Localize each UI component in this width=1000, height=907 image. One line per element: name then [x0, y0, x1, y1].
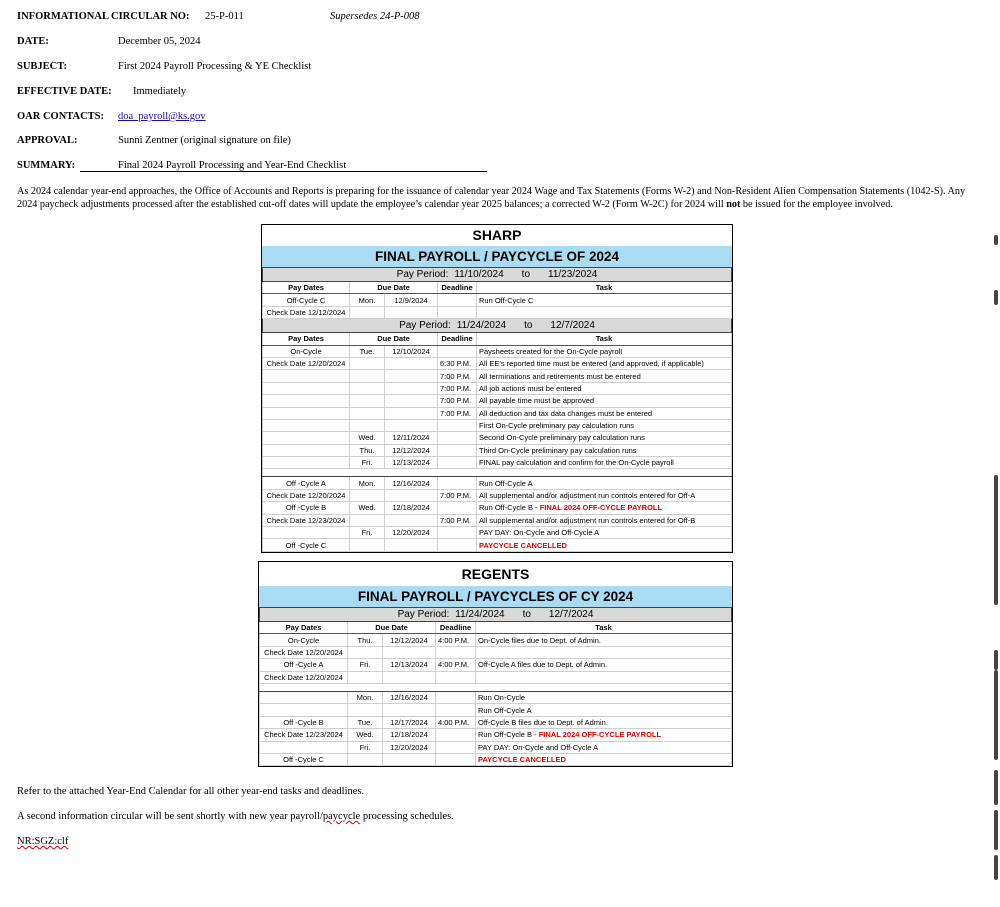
- table-cell: Fri.: [348, 741, 383, 753]
- table-cell: On-Cycle: [263, 345, 350, 357]
- table-row: [260, 646, 732, 658]
- table-cell: [348, 753, 383, 765]
- pay-period-label: Pay Period:: [396, 269, 449, 280]
- sharp-schedule-table: [261, 224, 733, 553]
- table-cell: On-Cycle files due to Dept. of Admin.: [476, 634, 732, 646]
- pay-period-row: [263, 319, 732, 333]
- footer-line-2a: A second information circular will be sent shortly with new year payroll/: [17, 811, 323, 822]
- table-cell: [438, 502, 477, 514]
- table-row: [260, 691, 732, 703]
- table-cell: [383, 753, 436, 765]
- contacts-label: OAR CONTACTS:: [17, 111, 105, 122]
- table-cell: Thu.: [348, 634, 383, 646]
- table-row: [263, 345, 732, 357]
- column-header-row: [263, 282, 732, 294]
- effective-label: EFFECTIVE DATE:: [17, 86, 112, 97]
- table-cell: Off-Cycle C: [263, 294, 350, 306]
- table-cell: [348, 704, 383, 716]
- table-cell: First On-Cycle preliminary pay calculation runs: [477, 419, 732, 431]
- table-cell: Wed.: [350, 432, 385, 444]
- table-cell: [438, 457, 477, 469]
- table-cell: [438, 527, 477, 539]
- vertical-scrollbar[interactable]: [992, 230, 1000, 907]
- cancelled-pay-date: Off -Cycle C: [260, 753, 348, 765]
- table-cell: 4:00 P.M.: [436, 659, 476, 671]
- table-cell: 7:00 P.M.: [438, 382, 477, 394]
- table-row: [263, 294, 732, 306]
- table-cell: 7:00 P.M.: [438, 395, 477, 407]
- table-cell: [263, 444, 350, 456]
- spacer-row: [263, 469, 732, 477]
- table-cell: Fri.: [350, 457, 385, 469]
- table-cell: Off -Cycle B: [263, 502, 350, 514]
- table-cell: [385, 357, 438, 369]
- table-cell: [260, 691, 348, 703]
- table-row: [263, 382, 732, 394]
- table-row: [263, 477, 732, 489]
- table-cell: All terminations and retirements must be entered: [477, 370, 732, 382]
- table-cell: All EE's reported time must be entered (and approved, if applicable): [477, 357, 732, 369]
- table-cell: 7:00 P.M.: [438, 370, 477, 382]
- date-label: DATE:: [17, 36, 49, 47]
- table-cell: [383, 704, 436, 716]
- column-header: Pay Dates: [263, 333, 350, 345]
- table-cell: [350, 407, 385, 419]
- footer-line-2: [17, 811, 454, 822]
- cancelled-pay-date: Off -Cycle C: [263, 539, 350, 551]
- table-cell: [385, 382, 438, 394]
- table-cell: [350, 419, 385, 431]
- table-cell: Tue.: [350, 345, 385, 357]
- table-cell: 7:00 P.M.: [438, 407, 477, 419]
- table-cell: Wed.: [348, 729, 383, 741]
- table-cell: [350, 382, 385, 394]
- table-cell: [263, 527, 350, 539]
- pay-period-end: 12/7/2024: [548, 609, 594, 620]
- column-header: Task: [476, 622, 732, 634]
- effective-value: Immediately: [133, 86, 187, 97]
- table-row: [263, 432, 732, 444]
- table-cell: [383, 646, 436, 658]
- table-cell: [385, 395, 438, 407]
- column-header: Due Date: [350, 282, 438, 294]
- table-cell: [350, 357, 385, 369]
- table-cell: [438, 477, 477, 489]
- table-cell: [263, 382, 350, 394]
- cancelled-row: [263, 539, 732, 551]
- pay-period-cell: [260, 608, 732, 622]
- pay-period-start: 11/24/2024: [456, 320, 507, 332]
- table-cell: [263, 419, 350, 431]
- table-cell: Run On-Cycle: [476, 691, 732, 703]
- table-cell: [263, 395, 350, 407]
- table-row: [263, 306, 732, 318]
- cancelled-status: PAYCYCLE CANCELLED: [477, 539, 732, 551]
- table-row: [263, 489, 732, 501]
- table-row: [263, 502, 732, 514]
- table-cell: Off-Cycle A files due to Dept. of Admin.: [476, 659, 732, 671]
- table-cell: Fri.: [350, 527, 385, 539]
- table-cell: 12/18/2024: [385, 502, 438, 514]
- final-offcycle-note: FINAL 2024 OFF-CYCLE PAYROLL: [539, 503, 663, 513]
- table-cell: [260, 741, 348, 753]
- pay-period-end: 11/23/2024: [548, 269, 598, 280]
- table-cell: [436, 704, 476, 716]
- table-cell: Fri.: [348, 659, 383, 671]
- column-header: Task: [477, 282, 732, 294]
- table-row: [263, 514, 732, 526]
- table-cell: 12/18/2024: [383, 729, 436, 741]
- table-cell: 6:30 P.M.: [438, 357, 477, 369]
- table-cell: 4:00 P.M.: [436, 716, 476, 728]
- table-cell: 12/11/2024: [385, 432, 438, 444]
- table-row: [260, 671, 732, 683]
- table-cell: [385, 306, 438, 318]
- table-cell: [350, 514, 385, 526]
- table-row: [263, 370, 732, 382]
- table-cell: 12/10/2024: [385, 345, 438, 357]
- table-cell: Second On-Cycle preliminary pay calculation runs: [477, 432, 732, 444]
- table-cell: 12/12/2024: [385, 444, 438, 456]
- table-cell: Off-Cycle B files due to Dept. of Admin.: [476, 716, 732, 728]
- table-row: [263, 457, 732, 469]
- spacer-cell: [263, 469, 732, 477]
- footer-line-2b: paycycle: [322, 811, 361, 822]
- regents-title: REGENTS: [461, 566, 530, 582]
- table-row: [260, 634, 732, 646]
- column-header: Due Date: [348, 622, 436, 634]
- final-offcycle-note: FINAL 2024 OFF-CYCLE PAYROLL: [538, 730, 662, 740]
- table-row: [260, 716, 732, 728]
- table-cell: [260, 704, 348, 716]
- table-cell: Run Off-Cycle B - FINAL 2024 OFF-CYCLE PAYROLL: [476, 729, 732, 741]
- subject-label: SUBJECT:: [17, 61, 67, 72]
- column-header: Pay Dates: [263, 282, 350, 294]
- table-row: [263, 527, 732, 539]
- table-cell: [350, 370, 385, 382]
- table-cell: [438, 432, 477, 444]
- regents-subtitle: FINAL PAYROLL / PAYCYCLES OF CY 2024: [259, 586, 732, 607]
- table-row: [260, 741, 732, 753]
- table-cell: 4:00 P.M.: [436, 634, 476, 646]
- sharp-title: SHARP: [472, 227, 522, 243]
- table-row: [260, 729, 732, 741]
- table-cell: Mon.: [348, 691, 383, 703]
- sharp-subtitle: FINAL PAYROLL / PAYCYCLE OF 2024: [262, 246, 732, 267]
- table-cell: [438, 294, 477, 306]
- table-cell: Check Date 12/20/2024: [263, 357, 350, 369]
- pay-period-row: [260, 608, 732, 622]
- table-cell: Check Date 12/23/2024: [263, 514, 350, 526]
- table-cell: All job actions must be entered: [477, 382, 732, 394]
- table-row: [263, 444, 732, 456]
- table-cell: Tue.: [348, 716, 383, 728]
- table-cell: FINAL pay calculation and confirm for the On-Cycle payroll: [477, 457, 732, 469]
- table-cell: Mon.: [350, 294, 385, 306]
- table-cell: [385, 514, 438, 526]
- table-row: [263, 407, 732, 419]
- table-cell: [438, 345, 477, 357]
- footer-line-2c: processing schedules.: [360, 811, 454, 822]
- table-cell: 7:00 P.M.: [438, 514, 477, 526]
- table-cell: All supplemental and/or adjustment run controls entered for Off-B: [477, 514, 732, 526]
- footer-initials: NR:SGZ:clf: [17, 836, 69, 847]
- table-cell: Run Off-Cycle B - FINAL 2024 OFF-CYCLE PAYROLL: [477, 502, 732, 514]
- table-cell: [476, 671, 732, 683]
- table-cell: [436, 691, 476, 703]
- table-cell: [436, 741, 476, 753]
- table-cell: [350, 489, 385, 501]
- cancelled-status: PAYCYCLE CANCELLED: [476, 753, 732, 765]
- table-row: [260, 659, 732, 671]
- table-row: [263, 395, 732, 407]
- intro-bold: not: [726, 199, 741, 210]
- contacts-email-link[interactable]: doa_payroll@ks.gov: [118, 111, 206, 122]
- table-cell: [436, 646, 476, 658]
- pay-period-end: 12/7/2024: [550, 320, 595, 332]
- table-cell: 7:00 P.M.: [438, 489, 477, 501]
- table-cell: Run Off-Cycle C: [477, 294, 732, 306]
- table-cell: [385, 539, 438, 551]
- pay-period-start: 11/24/2024: [455, 609, 505, 620]
- table-cell: 12/17/2024: [383, 716, 436, 728]
- table-cell: 12/20/2024: [383, 741, 436, 753]
- table-cell: All payable time must be approved: [477, 395, 732, 407]
- column-header-row: [263, 333, 732, 345]
- table-cell: Check Date 12/23/2024: [260, 729, 348, 741]
- footer-line-1: Refer to the attached Year-End Calendar for all other year-end tasks and deadlines.: [17, 786, 365, 797]
- table-cell: 12/12/2024: [383, 634, 436, 646]
- table-cell: 12/16/2024: [383, 691, 436, 703]
- table-cell: [385, 407, 438, 419]
- table-cell: Run Off-Cycle A: [476, 704, 732, 716]
- column-header: Pay Dates: [260, 622, 348, 634]
- table-cell: Mon.: [350, 477, 385, 489]
- column-header: Deadline: [438, 333, 477, 345]
- table-cell: All deduction and tax data changes must be entered: [477, 407, 732, 419]
- table-cell: Third On-Cycle preliminary pay calculation runs: [477, 444, 732, 456]
- table-cell: [438, 444, 477, 456]
- column-header: Deadline: [436, 622, 476, 634]
- table-cell: [436, 671, 476, 683]
- pay-period-label: Pay Period:: [399, 320, 451, 332]
- table-cell: [385, 489, 438, 501]
- table-cell: [438, 539, 477, 551]
- table-cell: Off -Cycle B: [260, 716, 348, 728]
- table-cell: Wed.: [350, 502, 385, 514]
- table-cell: [348, 671, 383, 683]
- pay-period-to: to: [521, 269, 531, 280]
- subject-value: First 2024 Payroll Processing & YE Checklist: [118, 61, 312, 72]
- table-cell: [263, 407, 350, 419]
- table-cell: [477, 306, 732, 318]
- circular-number: 25-P-011: [205, 11, 244, 22]
- table-cell: [350, 395, 385, 407]
- table-cell: [438, 419, 477, 431]
- pay-period-to: to: [524, 320, 533, 332]
- table-cell: PAY DAY: On-Cycle and Off-Cycle A: [477, 527, 732, 539]
- table-cell: 12/13/2024: [383, 659, 436, 671]
- table-row: [263, 419, 732, 431]
- pay-period-start: 11/10/2024: [454, 269, 504, 280]
- spacer-row: [260, 683, 732, 691]
- intro-text-1: As 2024 calendar year-end approaches, the Office of Accounts and Reports is preparing for the issuance of calendar year 2024 Wage and Tax Statements (Forms W-2) and Non-Resident Alien Compensation Statements (1042-S). Any 2024 paycheck adjustments processed after the established cut-off dates will update the employee’s calendar year 2025 balances; a corrected W-2 (Form W-2C) for 2024 will: [17, 186, 966, 210]
- intro-text-2: be issued for the employee involved.: [740, 199, 893, 210]
- approval-label: APPROVAL:: [17, 135, 78, 146]
- table-cell: [263, 370, 350, 382]
- approval-value: Sunni Zentner (original signature on file): [118, 135, 291, 146]
- table-cell: [263, 432, 350, 444]
- table-cell: Paysheets created for the On-Cycle payroll: [477, 345, 732, 357]
- table-cell: PAY DAY: On-Cycle and Off-Cycle A: [476, 741, 732, 753]
- table-cell: [263, 457, 350, 469]
- circular-label: INFORMATIONAL CIRCULAR NO:: [17, 11, 190, 22]
- table-cell: [385, 370, 438, 382]
- summary-underline: [80, 171, 487, 172]
- table-cell: Check Date 12/20/2024: [263, 489, 350, 501]
- table-cell: Off -Cycle A: [263, 477, 350, 489]
- table-cell: Check Date 12/20/2024: [260, 646, 348, 658]
- summary-label: SUMMARY:: [17, 160, 76, 171]
- pay-period-label: Pay Period:: [397, 609, 450, 620]
- pay-period-row: [263, 268, 732, 282]
- column-header: Task: [477, 333, 732, 345]
- regents-schedule-table: [258, 561, 733, 767]
- intro-paragraph: [17, 185, 977, 211]
- column-header: Deadline: [438, 282, 477, 294]
- table-cell: [476, 646, 732, 658]
- table-cell: 12/9/2024: [385, 294, 438, 306]
- spacer-cell: [260, 683, 732, 691]
- table-cell: [350, 306, 385, 318]
- table-cell: All supplemental and/or adjustment run controls entered for Off-A: [477, 489, 732, 501]
- supersedes-note: Supersedes 24-P-008: [330, 11, 420, 22]
- table-cell: [436, 729, 476, 741]
- table-cell: 12/16/2024: [385, 477, 438, 489]
- cancelled-row: [260, 753, 732, 765]
- table-cell: [348, 646, 383, 658]
- summary-value: Final 2024 Payroll Processing and Year-End Checklist: [118, 160, 347, 171]
- pay-period-cell: [263, 268, 732, 282]
- column-header-row: [260, 622, 732, 634]
- table-cell: Check Date 12/12/2024: [263, 306, 350, 318]
- table-cell: 12/13/2024: [385, 457, 438, 469]
- table-cell: Off -Cycle A: [260, 659, 348, 671]
- table-cell: [436, 753, 476, 765]
- table-cell: Thu.: [350, 444, 385, 456]
- table-row: [263, 357, 732, 369]
- table-cell: [385, 419, 438, 431]
- table-cell: [438, 306, 477, 318]
- table-cell: Run Off-Cycle A: [477, 477, 732, 489]
- table-cell: On-Cycle: [260, 634, 348, 646]
- date-value: December 05, 2024: [118, 36, 201, 47]
- table-cell: [383, 671, 436, 683]
- table-row: [260, 704, 732, 716]
- pay-period-cell: [263, 319, 732, 333]
- table-cell: 12/20/2024: [385, 527, 438, 539]
- table-cell: [350, 539, 385, 551]
- column-header: Due Date: [350, 333, 438, 345]
- table-cell: Check Date 12/20/2024: [260, 671, 348, 683]
- pay-period-to: to: [522, 609, 531, 620]
